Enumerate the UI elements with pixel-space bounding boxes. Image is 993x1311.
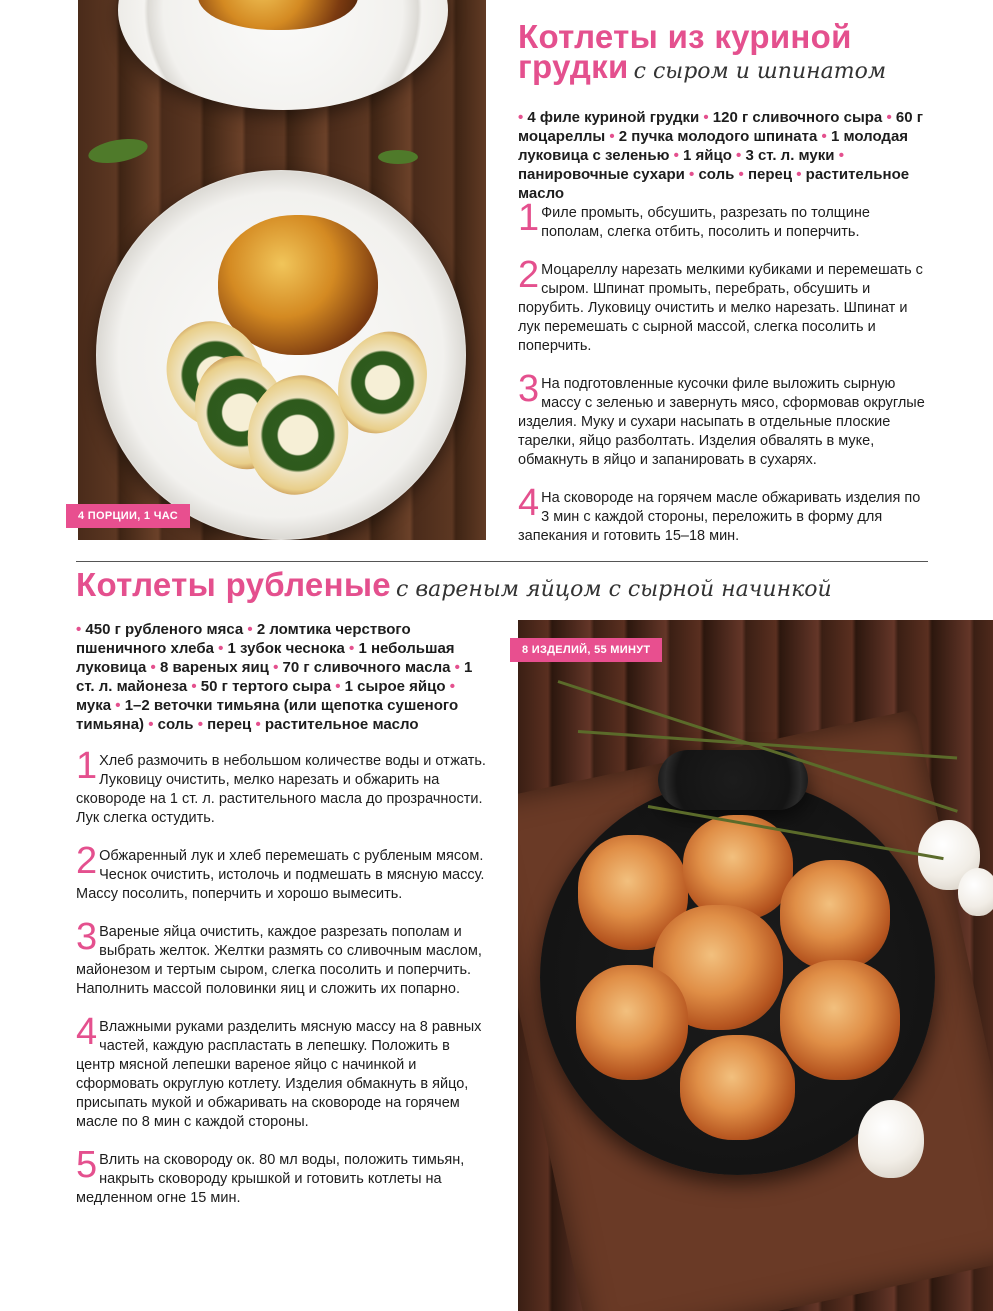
- ingredient-item: 1 молодая луковица с зеленью: [518, 128, 909, 164]
- step-number: 1: [76, 745, 98, 787]
- garlic: [958, 868, 993, 916]
- ingredient-item: 1 ст. л. майонеза: [76, 659, 473, 695]
- step-text: Влажными руками разделить мясную массу на 8 равных частей, каждую распластать в лепешку. Положить в центр мясной лепешки вареное яйцо с начинкой и сформовать округлую котлету. Изделия обмакнуть в яйцо, присыпать мукой и обжаривать на сковороде на горячем масле по 8 мин с каждой стороны.: [76, 1019, 482, 1130]
- bullet-icon: •: [349, 640, 359, 657]
- recipe2-subtitle: с вареным яйцом с сырной начинкой: [396, 577, 832, 602]
- bullet-icon: •: [247, 621, 257, 638]
- bullet-icon: •: [335, 678, 345, 695]
- recipe2-title: [76, 566, 946, 603]
- step-number: 4: [518, 482, 540, 524]
- ingredient-item: мука: [76, 697, 112, 714]
- bullet-icon: •: [518, 109, 528, 126]
- recipe2-title-main: Котлеты рубленые: [76, 566, 391, 603]
- yield-badge: 8 ИЗДЕЛИЙ, 55 МИНУТ: [510, 638, 662, 662]
- step-number: 4: [76, 1011, 98, 1053]
- cutlet: [576, 965, 688, 1080]
- ingredient-item: 1 небольшая луковица: [76, 640, 455, 676]
- bullet-icon: •: [218, 640, 228, 657]
- bullet-icon: •: [449, 678, 455, 695]
- section-divider: [76, 561, 928, 562]
- recipe-step: [518, 482, 930, 546]
- recipe1-title: [518, 18, 938, 85]
- ingredient-item: перец: [747, 166, 793, 183]
- ingredient-item: 1 яйцо: [682, 147, 732, 164]
- bullet-icon: •: [821, 128, 831, 145]
- bullet-icon: •: [886, 109, 896, 126]
- recipe-step: [76, 745, 488, 828]
- bullet-icon: •: [115, 697, 125, 714]
- cutlet: [680, 1035, 795, 1140]
- ingredient-item: 1–2 веточки тимьяна (или щепотка сушеного тимьяна): [76, 697, 459, 733]
- recipe-step: [76, 1144, 488, 1208]
- recipe1-ingredients: [518, 108, 930, 203]
- recipe2-ingredients: [76, 620, 488, 734]
- ingredient-item: 3 ст. л. муки: [745, 147, 835, 164]
- recipe1-title-line1: Котлеты из куриной: [518, 18, 852, 55]
- step-text: Влить на сковороду ок. 80 мл воды, положить тимьян, накрыть сковороду крышкой и готовить котлеты на медленном огне 15 мин.: [76, 1152, 465, 1206]
- bullet-icon: •: [838, 147, 844, 164]
- recipe-step: [518, 197, 930, 242]
- step-number: 2: [76, 840, 98, 882]
- recipe2-steps: [76, 745, 488, 1227]
- servings-badge: 4 ПОРЦИИ, 1 ЧАС: [66, 504, 190, 528]
- cutlet: [780, 960, 900, 1080]
- bullet-icon: •: [148, 716, 158, 733]
- recipe1-title-line2: грудки: [518, 48, 629, 85]
- ingredient-item: панировочные сухари: [518, 166, 685, 183]
- ingredient-item: 450 г рубленого мяса: [85, 621, 244, 638]
- step-number: 2: [518, 254, 540, 296]
- ingredient-item: 120 г сливочного сыра: [712, 109, 883, 126]
- step-text: Моцареллу нарезать мелкими кубиками и перемешать с сыром. Шпинат промыть, перебрать, обсушить и порубить. Луковицу очистить и мелко нарезать. Шпинат и лук перемешать с сырной массой, слегка посолить и поперчить.: [518, 262, 923, 354]
- ingredient-item: 50 г тертого сыра: [200, 678, 332, 695]
- step-text: На сковороде на горячем масле обжаривать изделия по 3 мин с каждой стороны, переложить в форму для запекания и готовить 15–18 мин.: [518, 490, 921, 544]
- bullet-icon: •: [689, 166, 699, 183]
- bullet-icon: •: [454, 659, 465, 676]
- bullet-icon: •: [150, 659, 160, 676]
- step-text: На подготовленные кусочки филе выложить сырную массу с зеленью и завернуть мясо, сформовав округлые изделия. Муку и сухари насыпать в отдельные плоские тарелки, яйцо разболтать. Изделия обвалять в муке, обмакнуть в яйцо и запанировать в сухарях.: [518, 376, 925, 468]
- ingredient-item: растительное масло: [518, 166, 910, 202]
- ingredient-item: соль: [157, 716, 194, 733]
- bullet-icon: •: [736, 147, 746, 164]
- bullet-icon: •: [703, 109, 713, 126]
- cutlet: [780, 860, 890, 970]
- bullet-icon: •: [255, 716, 265, 733]
- step-number: 3: [518, 368, 540, 410]
- pork-cutlets-photo: [518, 620, 993, 1311]
- ingredient-item: 2 пучка молодого шпината: [618, 128, 818, 145]
- recipe1-steps: [518, 197, 930, 565]
- bullet-icon: •: [738, 166, 748, 183]
- step-number: 5: [76, 1144, 98, 1186]
- step-text: Филе промыть, обсушить, разрезать по толщине пополам, слегка отбить, посолить и поперчить.: [541, 205, 870, 240]
- bullet-icon: •: [673, 147, 683, 164]
- bullet-icon: •: [76, 621, 86, 638]
- ingredient-item: соль: [698, 166, 735, 183]
- bullet-icon: •: [609, 128, 619, 145]
- garlic: [858, 1100, 924, 1178]
- bullet-icon: •: [273, 659, 283, 676]
- ingredient-item: 2 ломтика черствого пшеничного хлеба: [76, 621, 411, 657]
- ingredient-item: 4 филе куриной грудки: [527, 109, 700, 126]
- bullet-icon: •: [191, 678, 201, 695]
- ingredient-item: 1 зубок чеснока: [227, 640, 345, 657]
- ingredient-item: растительное масло: [264, 716, 419, 733]
- recipe-step: [76, 840, 488, 904]
- step-number: 3: [76, 916, 98, 958]
- recipe-step: [518, 254, 930, 356]
- recipe-step: [76, 916, 488, 999]
- recipe-step: [76, 1011, 488, 1132]
- ingredient-item: перец: [207, 716, 252, 733]
- bullet-icon: •: [197, 716, 208, 733]
- herb-sprig: [87, 135, 150, 167]
- ingredient-item: 8 вареных яиц: [159, 659, 269, 676]
- ingredient-item: 60 г моцареллы: [518, 109, 923, 145]
- bullet-icon: •: [796, 166, 806, 183]
- step-text: Обжаренный лук и хлеб перемешать с рубленым мясом. Чеснок очистить, истолочь и подмешать в мясную массу. Массу посолить, поперчить и хорошо вымесить.: [76, 848, 485, 902]
- step-text: Хлеб размочить в небольшом количестве воды и отжать. Луковицу очистить, мелко нарезать и обжарить на сковороде на 1 ст. л. растительного масла до прозрачности. Лук слегка остудить.: [76, 753, 486, 826]
- recipe-step: [518, 368, 930, 470]
- step-text: Вареные яйца очистить, каждое разрезать пополам и выбрать желток. Желтки размять со сливочным маслом, майонезом и тертым сыром, слегка посолить и поперчить. Наполнить массой половинки яиц и сложить их попарно.: [76, 924, 482, 997]
- herb-sprig: [378, 150, 418, 164]
- ingredient-item: 70 г сливочного масла: [282, 659, 451, 676]
- pan-handle: [658, 750, 808, 810]
- step-number: 1: [518, 197, 540, 239]
- ingredient-item: 1 сырое яйцо: [344, 678, 446, 695]
- recipe1-subtitle: с сыром и шпинатом: [633, 59, 887, 84]
- chicken-cutlets-photo: [78, 0, 486, 540]
